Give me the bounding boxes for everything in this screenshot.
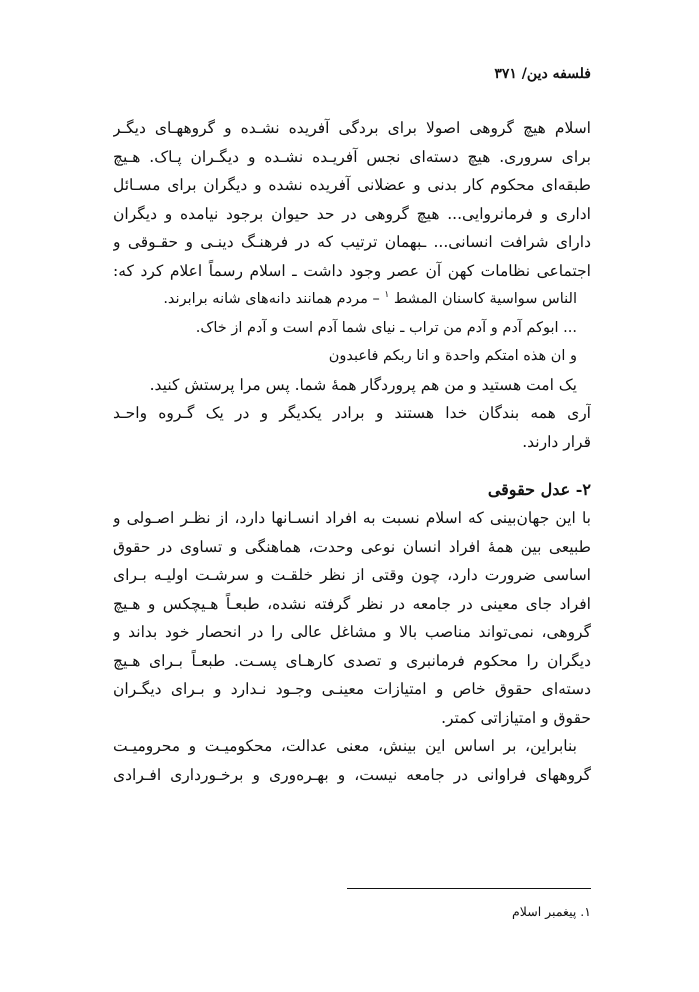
body-line: برای سروری. هیچ دسته‌ای نجس آفریـده نشـده و دیگـران پـاک. هـیچ — [113, 147, 591, 166]
footnote-marker: ۱ — [384, 290, 390, 301]
body-line: قرار دارند. — [522, 432, 591, 451]
quote-translation: – مردم همانند دانه‌های شانه برابرند. — [163, 291, 380, 307]
body-line: دارای شرافت انسانی... ـبهمان ترتیب که در فرهنـگ دینـی و حقـوقی و — [113, 233, 591, 251]
section-line: دسته‌ای حقوق خاص و امتیازات معینـی وجـود نـدارد و بـرای دیگـران — [113, 680, 591, 698]
quote-line-3: و ان هذه امتکم واحدة و انا ربکم فاعبدون — [328, 348, 577, 364]
section-heading: ۲- عدل حقوقی — [487, 480, 591, 499]
section-line: حقوق و امتیازاتی کمتر. — [441, 708, 591, 727]
footnote: ۱. پیغمبر اسلام — [512, 904, 591, 919]
section-line: گروههای فراوانی در جامعه نیست، و بهـره‌وری و برخـورداری افـرادی — [113, 765, 591, 784]
quote-line-2: ... ابوکم آدم و آدم من تراب ـ نیای شما آدم است و آدم از خاک. — [195, 319, 577, 336]
section-line: افراد جای معینی در جامعه در نظر گرفته نشده، طبعـاً هـیچکس و هـیچ — [113, 594, 591, 613]
section-line: دیگران را محکوم فرمانبری و تصدی کارهـای پسـت. طبعـاً بـرای هـیچ — [113, 651, 591, 670]
running-head: فلسفه دین/ ۳۷۱ — [494, 66, 591, 82]
body-line: اجتماعی نظامات کهن آن عصر وجود داشت ـ اسلام رسماً اعلام کرد که: — [113, 261, 591, 280]
section-line: طبیعی بین همهٔ افراد انسان نوعی وحدت، هماهنگی و تساوی در حقوق — [113, 537, 591, 556]
section-line: با این جهان‌بینی که اسلام نسبت به افراد انسـانها دارد، از نظـر اصـولی و — [113, 509, 591, 527]
quote-arabic: الناس سواسیة کاسنان المشط — [393, 291, 577, 307]
quote-line-1 — [113, 285, 591, 314]
body-line: یک امت هستید و من هم پروردگار همهٔ شما. پس مرا پرستش کنید. — [149, 375, 577, 394]
body-line: اداری و فرمانروایی... هیچ گروهی در حد حیوان برجود نیامده و دیگران — [113, 204, 591, 223]
body-line: اسلام هیچ گروهی اصولا برای بردگی آفریده نشـده و گروههـای دیگـر — [113, 119, 591, 137]
body-line: طبقه‌ای محکوم کار بدنی و عضلانی آفریده نشده و دیگران برای مسـائل — [113, 176, 591, 194]
section-line: گروهی، نمی‌تواند مناصب بالا و مشاغل عالی را در انحصار خود بداند و — [113, 623, 591, 641]
footnote-divider — [347, 888, 591, 889]
body-line: آری همه بندگان خدا هستند و برادر یکدیگر و در یک گـروه واحـد — [113, 404, 591, 422]
section-line: بنابراین، بر اساس این بینش، معنی عدالت، محکومیـت و محرومیـت — [113, 737, 577, 755]
section-line: اساسی ضرورت دارد، چون وقتی از نظر خلقـت و سرشـت اولیـه بـرای — [113, 566, 591, 584]
page-body — [113, 114, 591, 789]
